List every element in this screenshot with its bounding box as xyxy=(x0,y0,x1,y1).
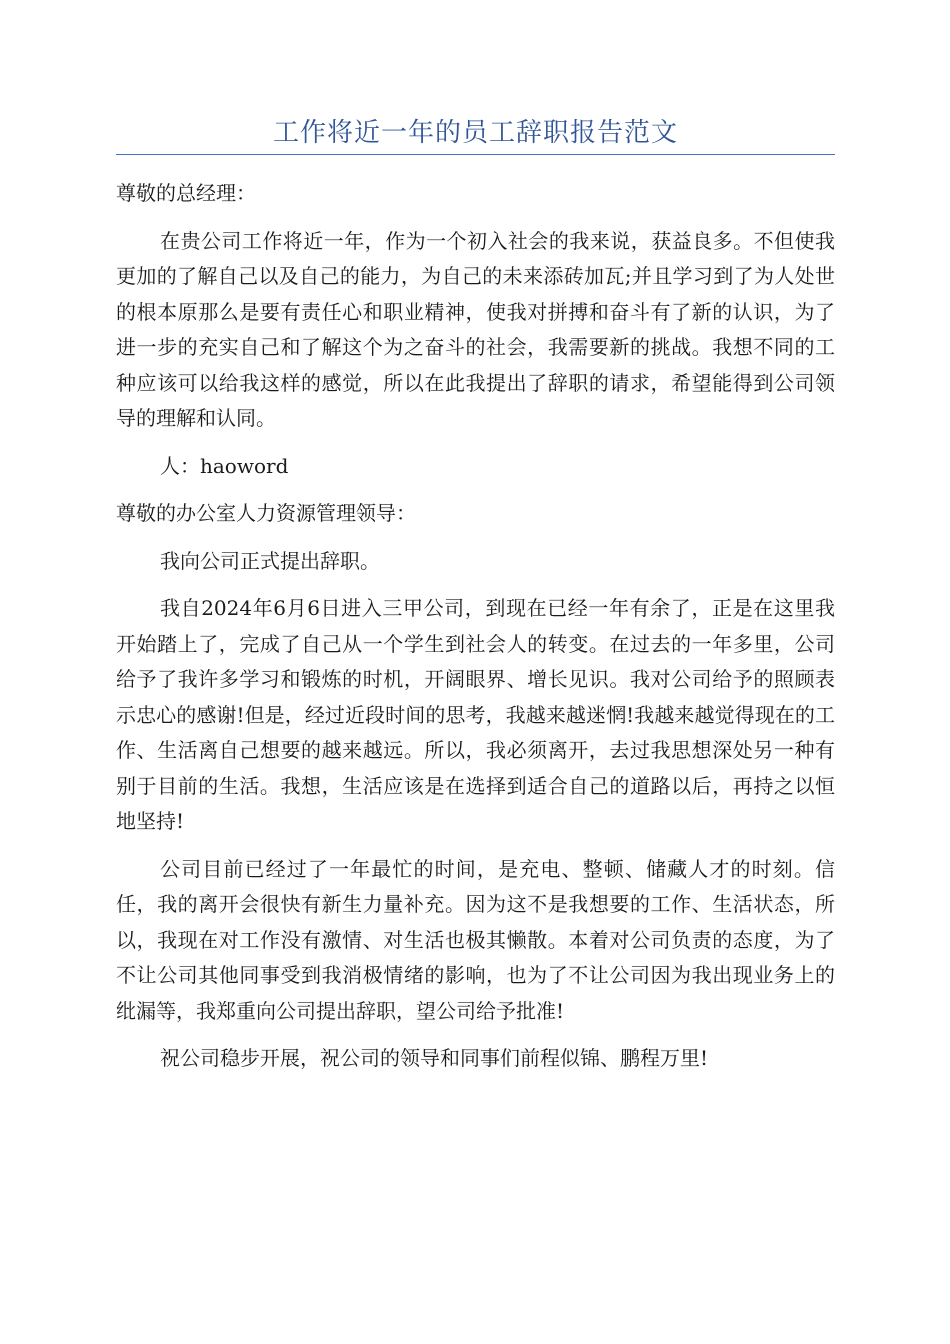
title-underline xyxy=(116,154,835,155)
letter2-paragraph: 公司目前已经过了一年最忙的时间，是充电、整顿、储藏人才的时刻。信任，我的离开会很快有新生力量补充。因为这不是我想要的工作、生活状态，所以，我现在对工作没有激情、对生活也极其懒散。本着对公司负责的态度，为了不让公司其他同事受到我消极情绪的影响，也为了不让公司因为我出现业务上的纰漏等，我郑重向公司提出辞职，望公司给予批准! xyxy=(116,856,835,1023)
letter2-paragraph: 我自2024年6月6日进入三甲公司，到现在已经一年有余了，正是在这里我开始踏上了，完成了自己从一个学生到社会人的转变。在过去的一年多里，公司给予了我许多学习和锻炼的时机，开阔眼界、增长见识。我对公司给予的照顾表示忠心的感谢!但是，经过近段时间的思考，我越来越迷惘!我越来越觉得现在的工作、生活离自己想要的越来越远。所以，我必须离开，去过我思想深处另一种有别于目前的生活。我想，生活应该是在选择到适合自己的道路以后，再持之以恒地坚持! xyxy=(116,596,835,833)
letter2-paragraph: 我向公司正式提出辞职。 xyxy=(160,548,380,573)
salutation-hr-leader: 尊敬的办公室人力资源管理领导： xyxy=(116,501,416,525)
letter2-closing-wishes: 祝公司稳步开展，祝公司的领导和同事们前程似锦、鹏程万里! xyxy=(160,1046,709,1070)
document-body xyxy=(116,176,835,1089)
letter1-body-paragraph: 在贵公司工作将近一年，作为一个初入社会的我来说，获益良多。不但使我更加的了解自己以及自己的能力，为自己的未来添砖加瓦;并且学习到了为人处世的根本原那么是要有责任心和职业精神，使我对拼搏和奋斗有了新的认识，为了进一步的充实自己和了解这个为之奋斗的社会，我需要新的挑战。我想不同的工种应该可以给我这样的感觉，所以在此我提出了辞职的请求，希望能得到公司领导的理解和认同。 xyxy=(116,228,835,430)
letter1-signature: 人：haoword xyxy=(160,453,289,478)
document-title: 工作将近一年的员工辞职报告范文 xyxy=(272,118,678,148)
salutation-general-manager: 尊敬的总经理： xyxy=(116,181,256,205)
